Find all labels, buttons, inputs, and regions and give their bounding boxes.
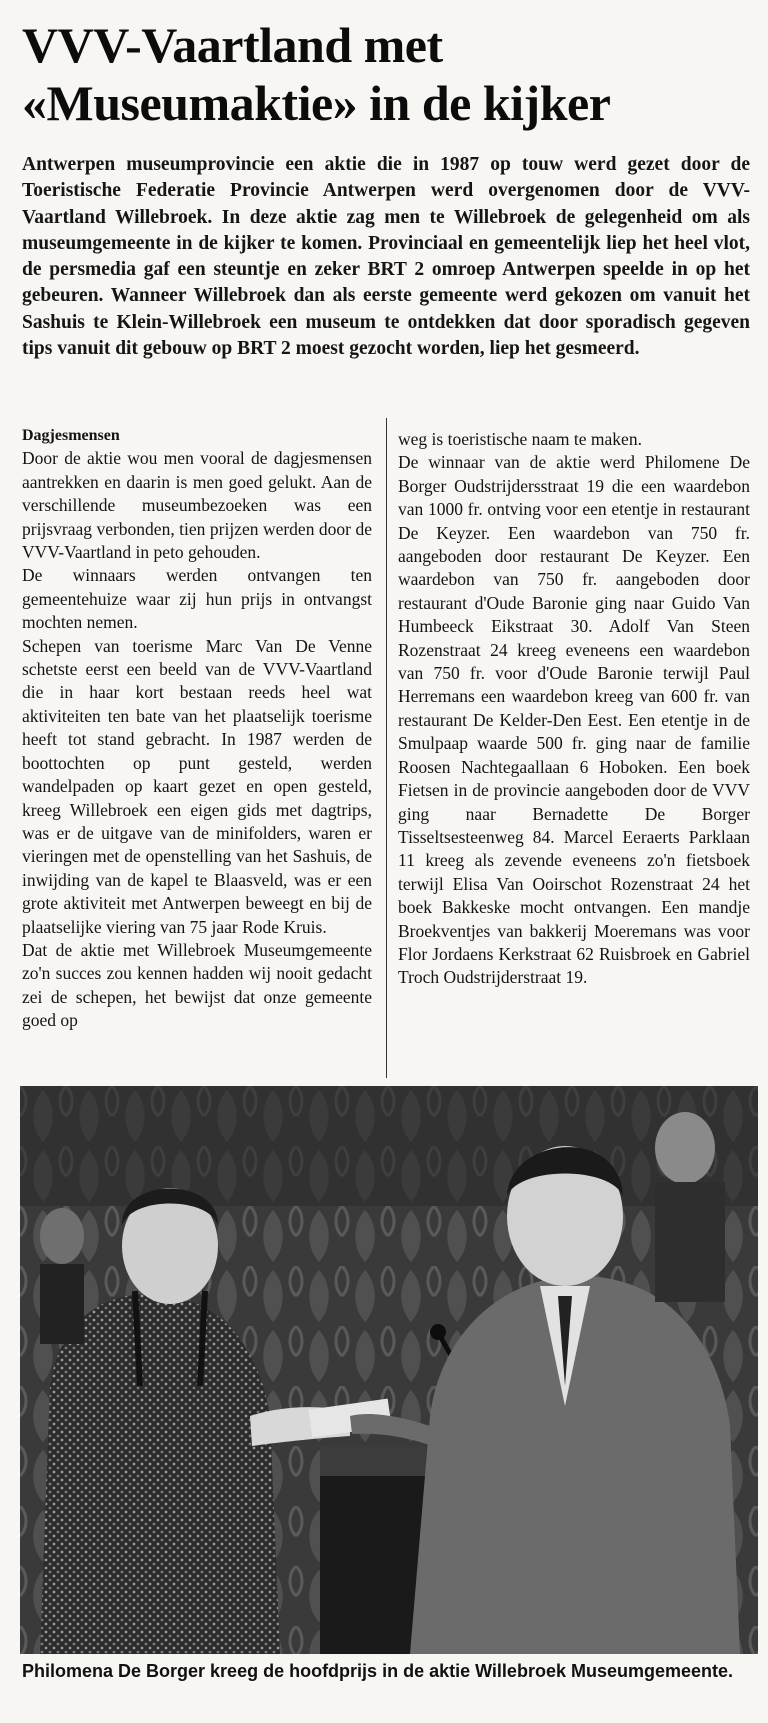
lead-paragraph: Antwerpen museumprovincie een aktie die in 1987 op touw werd gezet door de Toeristische Federatie Provincie Antwerpen werd overgenomen door de VVV-Vaartland Willebroek. In deze aktie zag men te Willebroek de gelegenheid om als museumgemeente in de kijker te komen. Provinciaal en gemeentelijk liep het heel vlot, de persmedia gaf een steuntje en zeker BRT 2 omroep Antwerpen speelde in op het gebeuren. Wanneer Willebroek dan als eerste gemeente werd gekozen om vanuit het Sashuis te Klein-Willebroek een museum te ontdekken dat door sporadisch gegeven tips vanuit dit gebouw op BRT 2 moest gezocht worden, liep het gesmeerd. (22, 154, 750, 360)
award-photo-illustration (20, 1086, 758, 1654)
left-paragraph: Door de aktie wou men vooral de dagjesmensen aantrekken en daarin is men goed gelukt. Aan de verschillende museumbezoeken was een prijsvraag verbonden, tien prijzen werden door de VVV-Vaartland in peto gehouden. (22, 448, 372, 563)
right-column (398, 428, 750, 990)
headline (22, 16, 762, 132)
headline-line-2: «Museumaktie» in de kijker (22, 75, 611, 131)
left-column (22, 424, 372, 1033)
right-paragraph: De winnaar van de aktie werd Philomene De Borger Oudstrijdersstraat 19 die een waardebon van 1000 fr. ontving voor een etentje in restaurant De Keyzer. Een waardebon van 750 fr. aangeboden door restaurant De Keyzer. Een waardebon van 750 fr. aangeboden door restaurant d'Oude Baronie ging naar Guido Van Humbeeck Eikstraat 30. Adolf Van Steen Rozenstraat 24 kreeg eveneens een waardebon van 750 fr. voor d'Oude Baronie terwijl Paul Herremans een waardebon kreeg van 600 fr. van restaurant De Kelder-Den Eest. Een etentje in de Smulpaap waarde 500 fr. ging naar de familie Roosen Nachtegaallaan 6 Hoboken. Een boek Fietsen in de provincie aangeboden door de VVV ging naar Bernadette De Borger Tisseltsesteenweg 84. Marcel Eeraerts Parklaan 11 kreeg als zevende eveneens zo'n fietsboek terwijl Elisa Van Ooirschot Rozenstraat 24 het boek Bakkeske mocht ontvangen. Een mandje Broekventjes van bakkerij Moeremans was voor Flor Jordaens Kerkstraat 62 Ruisbroek en Gabriel Troch Oudstrijderstraat 19. (398, 452, 750, 988)
subheading: Dagjesmensen (22, 427, 120, 444)
right-paragraph: weg is toeristische naam te maken. (398, 429, 642, 449)
left-paragraph: Dat de aktie met Willebroek Museumgemeente zo'n succes zou kennen hadden wij nooit gedacht zei de schepen, het bewijst dat onze gemeente goed op (22, 939, 372, 1031)
column-divider (386, 418, 387, 1078)
award-photo (20, 1086, 758, 1654)
left-paragraph: De winnaars werden ontvangen ten gemeentehuize waar zij hun prijs in ontvangst mochten nemen. (22, 565, 372, 633)
left-paragraph: Schepen van toerisme Marc Van De Venne schetste eerst een beeld van de VVV-Vaartland die in haar kort bestaan reeds heel wat aktiviteiten ten bate van het plaatselijk toerisme heeft tot stand gebracht. In 1987 werden de boottochten op punt gesteld, werden wandelpaden op kaart gezet en open gesteld, kreeg Willebroek een eigen gids met dagtrips, was er de uitgave van de minifolders, waren er vieringen met de openstelling van het Sashuis, de inwijding van de kapel te Blaasveld, was er een grote aktiviteit met Antwerpen beweegt en bij de plaatselijke viering van 75 jaar Rode Kruis. (22, 635, 372, 937)
photo-caption: Philomena De Borger kreeg de hoofdprijs in de aktie Willebroek Museumgemeente. (22, 1661, 734, 1681)
headline-line-1: VVV-Vaartland met (22, 17, 443, 73)
